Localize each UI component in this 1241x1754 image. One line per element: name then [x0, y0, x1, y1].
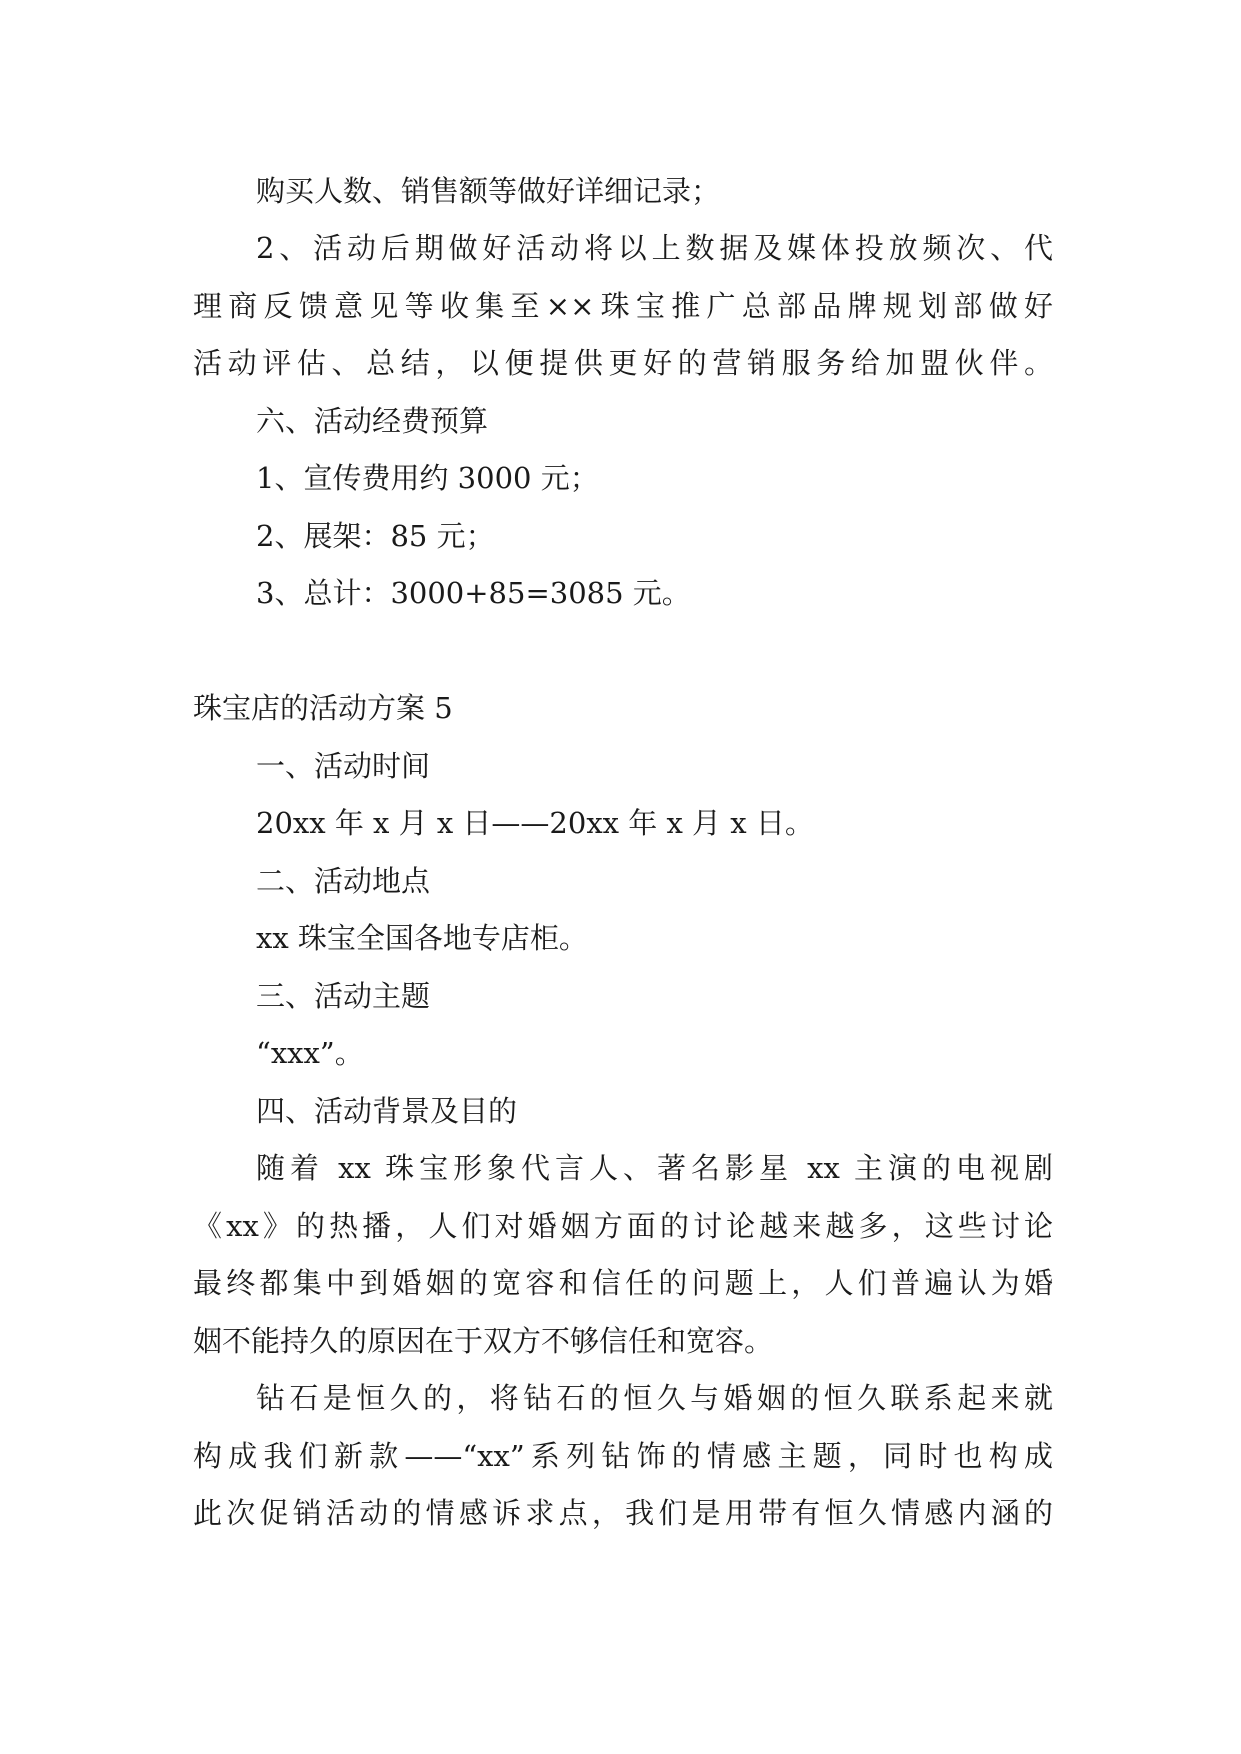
- paragraph-line: xx 珠宝全国各地专店柜。: [256, 921, 588, 955]
- paragraph-line: 活动评估、总结，以便提供更好的营销服务给加盟伙伴。: [193, 346, 1053, 380]
- section-heading: 三、活动主题: [256, 979, 431, 1013]
- paragraph-line: 2、活动后期做好活动将以上数据及媒体投放频次、代: [256, 231, 1053, 265]
- paragraph-line: 钻石是恒久的，将钻石的恒久与婚姻的恒久联系起来就: [256, 1381, 1053, 1415]
- section-heading: 四、活动背景及目的: [256, 1094, 518, 1128]
- section-heading: 一、活动时间: [256, 749, 431, 783]
- document-title: 珠宝店的活动方案 5: [193, 691, 453, 725]
- section-heading: 六、活动经费预算: [256, 404, 489, 438]
- paragraph-line: 理商反馈意见等收集至××珠宝推广总部品牌规划部做好: [193, 289, 1053, 323]
- list-item: 1、宣传费用约 3000 元；: [256, 461, 599, 495]
- paragraph-line: 20xx 年 x 月 x 日——20xx 年 x 月 x 日。: [256, 806, 814, 840]
- list-item: 3、总计：3000+85=3085 元。: [256, 576, 691, 610]
- paragraph-line: 最终都集中到婚姻的宽容和信任的问题上，人们普遍认为婚: [193, 1266, 1053, 1300]
- list-item: 2、展架：85 元；: [256, 519, 495, 553]
- paragraph-line: 此次促销活动的情感诉求点，我们是用带有恒久情感内涵的: [193, 1496, 1053, 1530]
- paragraph-line: 《xx》的热播，人们对婚姻方面的讨论越来越多，这些讨论: [193, 1209, 1053, 1243]
- section-heading: 二、活动地点: [256, 864, 431, 898]
- paragraph-line: 随着 xx 珠宝形象代言人、著名影星 xx 主演的电视剧: [256, 1151, 1053, 1185]
- paragraph-line: 购买人数、销售额等做好详细记录；: [256, 174, 721, 208]
- paragraph-line: “xxx”。: [256, 1036, 364, 1070]
- paragraph-line: 姻不能持久的原因在于双方不够信任和宽容。: [193, 1324, 774, 1358]
- paragraph-line: 构成我们新款——“xx”系列钻饰的情感主题，同时也构成: [193, 1439, 1053, 1473]
